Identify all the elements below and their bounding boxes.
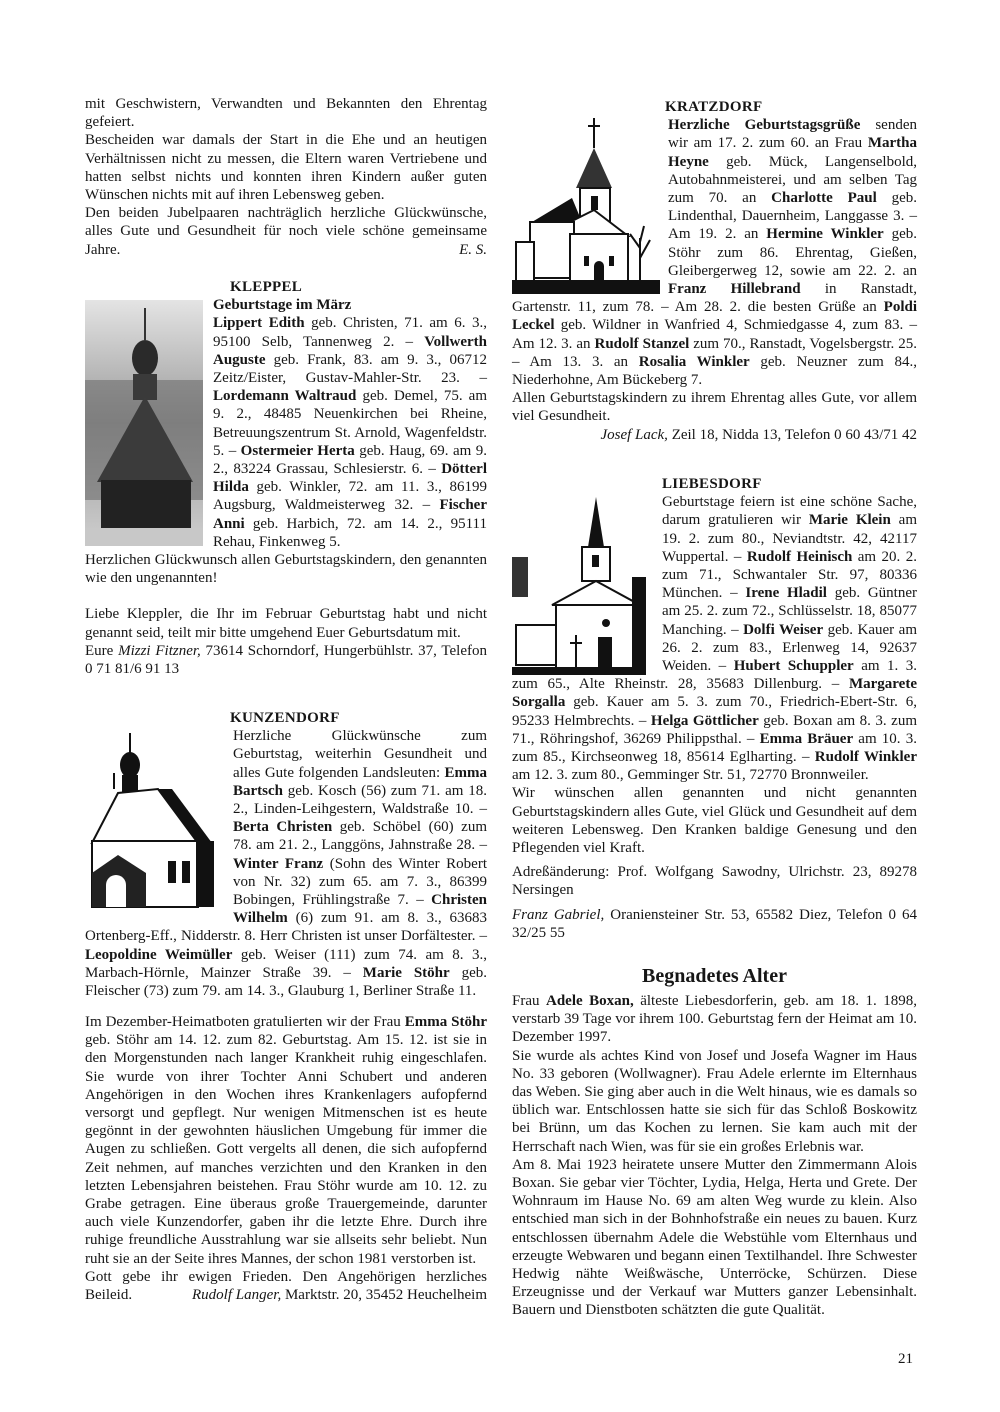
section-heading: KRATZDORF [665, 99, 763, 115]
person-name: Rosalia Winkler [638, 353, 750, 370]
text-run: geb. Winkler, 72. am 11. 3., 86199 Augsburg, Waldmeisterweg 32. – [213, 479, 487, 514]
text-run: mit Geschwistern, Verwandten und Bekannten den Ehrentag gefeiert. [85, 96, 487, 131]
text-run: am 12. 3. zum 80., Gemminger Str. 51, 72770 Bronnweiler. [512, 767, 869, 784]
section-heading: KUNZENDORF [230, 710, 340, 726]
author-name: Mizzi Fitzner, [118, 642, 201, 659]
text-run: geb. Kosch (56) zum 71. am 18. 2., Linden-Leihgestern, Waldstraße 10. – [233, 782, 487, 818]
page-number: 21 [898, 1351, 913, 1367]
text-run: Am 8. Mai 1923 heiratete unsere Mutter den Zimmermann Alois Boxan. Sie gebar vier Töchter, Lydia, Helga, Herta und Grete. Der Wohnraum im Hause No. 69 am alten Weg wurde zu klein. Also entschied man sich in der Bohnhofstraße ein neues zu bauen. Kurz entschlossen übernahm Adele die Webstühle vom Elternhaus und erzeugte Webwaren und begann einen Textilhandel. Ihre Schwester Hedwig nähte Weißwäsche, Unterröcke, Schürzen. Diese Erzeugnisse und der Verkauf war Mutters ganzer Lebensinhalt. Bauern und Dienstboten schätzten die gute Qualität. [512, 1156, 917, 1319]
person-name: Hermine Winkler [766, 226, 884, 243]
text-run: Liebe Kleppler, die Ihr im Februar Geburtstag habt und nicht genannt seid, teilt mir bitte umgehend Euer Geburtsdatum mit. [85, 606, 487, 641]
text-run: geb. Haug, 69. am 9. 2., 83224 Grassau, Schlesierstr. 6. – [213, 442, 487, 478]
text-run: am 10. 3. zum 85., Kirchseonweg 18, 85614 Eglharting. – [512, 730, 917, 766]
text-block [85, 1013, 487, 1304]
person-name: Rudolf Heinisch [746, 548, 853, 565]
section-heading: LIEBESDORF [662, 476, 762, 492]
paragraph [85, 551, 487, 587]
text-run: senden wir am 17. 2. zum 60. an Frau [668, 117, 917, 152]
signature-line [512, 906, 917, 942]
article-continuation [85, 95, 487, 259]
person-name: Helga Göttlicher [650, 712, 759, 729]
person-name: Vollwerth Auguste [213, 333, 487, 368]
text-run: geb. Weiser (111) zum 74. am 8. 3., Marbach-Hörnle, Mainzer Straße 39. – [85, 946, 487, 981]
paragraph [85, 1268, 487, 1304]
text-run: geb. Kauer am 5. 3. zum 70., Friedrich-Ebert-Str. 6, 95233 Helmbrechts. – [512, 694, 917, 729]
text-run: in Ranstadt, Gartenstr. 11, zum 78. – Am 28. 2. die besten Grüße an [512, 281, 917, 316]
text-run: geb. Fleischer (73) zum 79. am 14. 3., Glauburg 1, Berliner Straße 11. [85, 964, 487, 1000]
signature [192, 1286, 487, 1304]
text-run: geb. Wildner in Wanfried 4, Schmiedgasse 4, zum 83. – Am 12. 3. an [512, 317, 917, 352]
text-run: Sie wurde als achtes Kind von Josef und Josefa Wagner im Haus No. 33 geboren (Wollwagner). Frau Adele erlernte im Elternhaus das Weben. Sie ging aber auch in die Welt hinaus, wie es damals so üblich war. Entschlossen hatte sie sich für das Schloß Boskowitz bei Brünn, um das Kochen zu lernen. Sie kam auch mit der Herrschaft nach Wien, was für sie ein großes Erlebnis war. [512, 1047, 917, 1155]
person-name: Martha Heyne [668, 135, 917, 170]
person-name: Emma Bräuer [759, 730, 854, 747]
chapel-drawing-image [512, 497, 646, 675]
paragraph [512, 389, 917, 425]
person-name: Ostermeier Herta [240, 442, 355, 459]
text-run: 73614 Schorndorf, Hungerbühlstr. 37, Telefon 0 71 81/6 91 13 [85, 642, 487, 678]
person-name: Franz Hillebrand [668, 281, 801, 298]
text-run: Geburtstage feiern ist eine schöne Sache, darum gratulieren wir [662, 494, 917, 529]
text-run: Bescheiden war damals der Start in die Ehe und an heutigen Verhältnissen nicht zu messen, die Eltern waren Vertriebene und hatten selbst nichts und konnten ihren Kindern außer guten Wünschen nichts mit auf ihren Lebensweg geben. [85, 132, 487, 204]
person-name: Fischer Anni [213, 497, 487, 532]
text-run: geb. Mück, Langenselbold, Autobahnmeisterei, und am selben Tag zum 70. an [668, 153, 917, 207]
text-run: Zeil 18, Nidda 13, Telefon 0 60 43/71 42 [667, 426, 917, 443]
paragraph [85, 131, 487, 204]
text-block [512, 992, 917, 1320]
text-run: Marktstr. 20, 35452 Heuchelheim [281, 1287, 487, 1304]
signature [459, 241, 487, 259]
author-name: Rudolf Langer, [192, 1287, 282, 1304]
person-name: Christen Wilhelm [233, 892, 487, 927]
text-run: geb. Güntner am 25. 2. zum 72., Schlüsselstr. 18, 85077 Manching. – [662, 585, 917, 638]
text-run: am 20. 2. zum 71., Schwantaler Str. 97, 80336 München. – [662, 548, 917, 602]
text-run: Frau [512, 993, 546, 1009]
person-name: Berta Christen [233, 819, 333, 836]
author-name: Josef Lack, [600, 426, 668, 443]
person-name: Dolfi Weiser [743, 621, 824, 638]
paragraph [512, 784, 917, 857]
text-run: Eure [85, 642, 119, 659]
text-run: geb. Frank, 83. am 9. 3., 06712 Zeitz/Eister, Gustav-Mahler-Str. 23. – [213, 351, 487, 387]
section-liebesdorf [512, 475, 917, 942]
text-run: Allen Geburtstagskindern zu ihrem Ehrentag alles Gute, vor allem viel Gesundheit. [512, 390, 917, 425]
text-run: Im Dezember-Heimatboten gratulierten wir der Frau [85, 1014, 405, 1030]
text-run: geb. Schöbel (60) zum 78. am 21. 2., Langgöns, Jahnstraße 28. – [233, 819, 487, 854]
paragraph [85, 605, 487, 641]
person-name: Lordemann Waltraud [213, 388, 357, 405]
author-name: Franz Gabriel, [512, 906, 605, 923]
section-kratzdorf [512, 98, 917, 444]
text-run: zum 70., Ranstadt, Vogelsbergstr. 25. – Am 13. 3. an [512, 335, 917, 370]
signature-line [512, 426, 917, 444]
paragraph [512, 1156, 917, 1320]
text-run: (6) zum 91. am 8. 3., 63683 Ortenberg-Eff., Nidderstr. 8. Herr Christen ist unser Dorfältester. – [85, 910, 487, 945]
text-run: (Sohn des Winter Robert von Nr. 32) zum 65. am 7. 3., 86399 Bobingen, Frühlingstraße 7. – [233, 855, 487, 909]
person-name: Charlotte Paul [771, 190, 877, 207]
paragraph [85, 1013, 487, 1268]
text-run: am 19. 2. zum 80., Neviandtstr. 42, 42117 Wuppertal. – [662, 512, 918, 565]
text-run: geb. Stöhr zum 86. Ehrentag, Gießen, Gleibergerweg 12, sowie am 22. 2. an [668, 226, 917, 279]
person-name: Marie Stöhr [362, 964, 450, 981]
text-run: Gott gebe ihr ewigen Frieden. Den Angehörigen herzliches Beileid. [85, 1268, 487, 1304]
person-name: Leopoldine Weimüller [85, 946, 233, 963]
text-run: geb. Lindenthal, Dauernheim, Langgasse 3. – Am 19. 2. an [668, 190, 917, 243]
church-drawing-image [88, 733, 218, 911]
section-heading: KLEPPEL [230, 279, 303, 295]
text-run: Herzliche Glückwünsche zum Geburtstag, weiterhin Gesundheit und alles Gute folgenden Landsleuten: [233, 728, 487, 781]
person-name: Hubert Schuppler [733, 658, 854, 675]
text-run: geb. Stöhr am 14. 12. zum 82. Geburtstag. Am 15. 12. ist sie in den Morgenstunden nach langer Krankheit ruhig eingeschlafen. Sie wurde von ihrer Tochter Anni Schubert und anderen Angehörigen in den Wochen ihres Krankenlagers aufopfernd versorgt und gepflegt. Nur wenigen Mitmenschen ist es heute gegönnt in der gewohnten häuslichen Umgebung für immer die Augen zu schließen. Gott vergelts all denen, die sich aufopfernd Zeit nehmen, auf manches verzichten und den Kranken in den letzten Lebensjahren beistehen. Frau Stöhr wurde am 10. 12. zu Grabe getragen. Eine überaus große Trauergemeinde, darunter auch viele Kunzendorfer, gaben ihr die letzte Ehre. Durch ihre ruhige freundliche Ausstrahlung war sie allseits sehr beliebt. Nun ruht sie an der Seite ihres Mannes, der schon 1981 verstorben ist. [85, 1032, 487, 1267]
chapel-photo-image [85, 300, 203, 546]
text-run: geb. Harbich, 72. am 14. 2., 95111 Rehau, Finkenweg 5. [213, 515, 487, 550]
paragraph [85, 204, 487, 259]
paragraph [85, 642, 487, 678]
church-drawing-image [512, 118, 660, 294]
paragraph [512, 1047, 917, 1156]
text-run: Den beiden Jubelpaaren nachträglich herzliche Glückwünsche, alles Gute und Gesundheit für noch viele schöne gemeinsame Jahre. [85, 205, 487, 258]
text-block [85, 605, 487, 678]
person-name: Emma Bartsch [233, 764, 487, 799]
text-run: geb. Christen, 71. am 6. 3., 95100 Selb, Tannenweg 2. – [213, 315, 487, 350]
person-name: Adele Boxan, [545, 993, 634, 1009]
text-run: geb. Demel, 75. am 9. 2., 48485 Neuenkirchen bei Rheine, Betreuungszentrum St. Arnold, Wagenfeldstr. 5. – [213, 388, 488, 459]
text-run: am 1. 3. zum 65., Alte Rheinstr. 28, 35683 Dillenburg. – [512, 658, 918, 693]
author-name: E. S. [459, 241, 487, 258]
person-name: Lippert Edith [213, 315, 305, 332]
section-kunzendorf [85, 709, 487, 1000]
text-run: geb. Boxan am 8. 3. zum 71., Röhringshof, 36269 Philippsthal. – [512, 712, 917, 747]
person-name: Poldi Leckel [512, 299, 917, 334]
article-title: Begnadetes Alter [642, 965, 787, 987]
person-name: Dötterl Hilda [213, 461, 487, 496]
text-run: älteste Liebesdorferin, geb. am 18. 1. 1898, verstarb 39 Tage vor ihrem 100. Geburtstag fern der Heimat am 10. Dezember 1997. [512, 993, 917, 1046]
text-run: Herzlichen Glückwunsch allen Geburtstagskindern, den genannten wie den ungenannten! [85, 552, 487, 587]
section-subheading: Geburtstage im März [213, 297, 352, 314]
person-name: Marie Klein [808, 512, 891, 529]
person-name: Margarete Sorgalla [512, 676, 917, 711]
paragraph [85, 95, 487, 131]
text-run: geb. Kauer am 26. 2. zum 83., Erlenweg 14, 92637 Weiden. – [662, 621, 917, 675]
text-run: geb. Neuzner zum 84., Niederhohne, Am Bückeberg 7. [512, 353, 917, 389]
text-run: Oraniensteiner Str. 53, 65582 Diez, Telefon 0 64 32/25 55 [512, 906, 918, 941]
text-run: Adreßänderung: Prof. Wolfgang Sawodny, Ulrichstr. 23, 89278 Nersingen [512, 864, 917, 899]
address-change [512, 863, 917, 899]
person-name: Irene Hladil [745, 585, 827, 602]
article-begnadetes-alter [512, 964, 917, 1320]
person-name: Winter Franz [233, 855, 324, 872]
paragraph [512, 992, 917, 1047]
person-name: Rudolf Winkler [814, 749, 918, 766]
person-name: Emma Stöhr [404, 1014, 487, 1030]
person-name: Rudolf Stanzel [594, 335, 690, 352]
text-block [85, 95, 487, 259]
person-name: Herzliche Geburtstagsgrüße [668, 117, 861, 134]
section-kleppel [85, 278, 487, 678]
obituary-emma-stoehr [85, 1013, 487, 1304]
text-run: Wir wünschen allen genannten und nicht genannten Geburtstagskindern alles Gute, viel Glück und Gesundheit auf dem weiteren Lebensweg. Den Kranken baldige Genesung und den Pflegenden viel Kraft. [512, 785, 917, 857]
